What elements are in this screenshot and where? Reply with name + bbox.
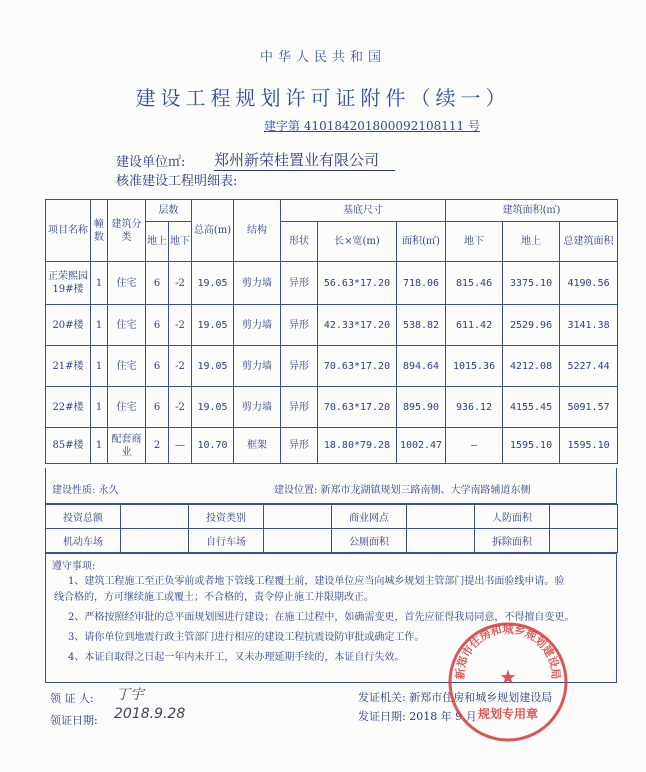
issuer: 发证机关: 新郑市住房和城乡规划建设局 xyxy=(358,691,553,704)
header-underground: 地下 xyxy=(446,222,503,262)
receiver-signature: 丁宇 xyxy=(116,687,144,703)
header-count: 幢数 xyxy=(91,200,108,262)
notes-title: 遵守事项: xyxy=(52,561,96,572)
license-number: 建字第 410184201800092108111 号 xyxy=(264,119,480,133)
civil-defense-label: 人防面积 xyxy=(475,505,550,529)
official-seal-icon xyxy=(446,620,570,744)
unit-label: 建设单位㎡: xyxy=(116,155,186,170)
seal-center: 规划专用章 xyxy=(477,707,539,721)
investment-label: 投资总额 xyxy=(46,505,121,529)
info-box xyxy=(45,468,617,504)
table-row: 21#楼 1 住宅 6 -2 19.05 剪力墙 异形 70.63*17.20 894.64 1015.36 4212.08 5227.44 xyxy=(46,346,618,387)
header-total: 总建筑面积 xyxy=(560,222,618,262)
header-lw: 长×宽(m) xyxy=(318,222,397,262)
unit-name: 郑州新荣桂置业有限公司 xyxy=(214,149,395,171)
note-item: 3、请你单位到地震行政主管部门进行相应的建设工程抗震设防审批或确定工作。 xyxy=(68,632,425,643)
receive-date-value: 2018.9.28 xyxy=(114,706,186,722)
header-category: 建筑分类 xyxy=(108,200,146,262)
header-structure: 结构 xyxy=(234,200,281,262)
construction-nature: 建设性质: 永久 xyxy=(52,485,119,496)
note-item: 线合格的，方可继续施工或覆土；不合格的，责令停止施工并限期改正。 xyxy=(54,592,374,603)
header-below: 地下 xyxy=(169,222,192,262)
issue-date: 发证日期: 2018 年 9 月 xyxy=(358,710,477,723)
seal-text: 新郑市住房和城乡规划建设局 xyxy=(453,622,563,680)
commercial-label: 商业网点 xyxy=(332,505,407,529)
header-above: 地上 xyxy=(146,222,169,262)
table-row: 20#楼 1 住宅 6 -2 19.05 剪力墙 异形 42.33*17.20 538.82 611.42 2529.96 3141.38 xyxy=(46,305,618,346)
note-item: 4、本证自取得之日起一年内未开工，又未办理延期手续的，本证自行失效。 xyxy=(68,652,405,663)
note-item: 2、严格按照经审批的总平面规划图进行建设；在施工过程中，如确需变更，首先应征得我局同意，不得擅自变更。 xyxy=(68,612,575,623)
detail-label: 核准建设工程明细表: xyxy=(116,174,238,189)
header-area: 面积(㎡) xyxy=(397,222,446,262)
note-item: 1、建筑工程施工至正负零前或者地下管线工程覆土前，建设单位应当向城乡规划主管部门提出书面验线申请。验 xyxy=(68,576,565,587)
header-aboveground: 地上 xyxy=(503,222,560,262)
table-row: 85#楼 1 配套商业 2 — 10.70 框架 异形 18.80*79.28 1002.47 — 1595.10 1595.10 xyxy=(46,428,618,464)
project-detail-table xyxy=(45,199,618,464)
table-row: 正荣熙园19#楼 1 住宅 6 -2 19.05 剪力墙 异形 56.63*17.20 718.06 815.46 3375.10 4190.56 xyxy=(46,262,618,305)
header-base: 基底尺寸 xyxy=(281,200,446,222)
header-built-area: 建筑面积(㎡) xyxy=(446,200,618,222)
motor-parking-label: 机动车场 xyxy=(46,529,121,553)
bike-parking-label: 自行车场 xyxy=(189,529,264,553)
document-title: 建设工程规划许可证附件（续一） xyxy=(135,86,511,110)
header-shape: 形状 xyxy=(281,222,318,262)
header-floors: 层数 xyxy=(146,200,192,222)
receive-date-label: 领证日期: xyxy=(50,714,98,727)
construction-location: 建设位置: 新郑市龙湖镇规划三路南侧、大学南路辅道东侧 xyxy=(274,485,531,496)
table-row: 22#楼 1 住宅 6 -2 19.05 剪力墙 异形 70.63*17.20 895.90 936.12 4155.45 5091.57 xyxy=(46,387,618,428)
demolition-label: 拆除面积 xyxy=(475,529,550,553)
header-height: 总高(m) xyxy=(192,200,234,262)
receiver-label: 领 证 人: xyxy=(50,692,94,705)
header-project: 项目名称 xyxy=(46,200,91,262)
country-heading: 中华人民共和国 xyxy=(259,50,386,65)
public-area-label: 公厕面积 xyxy=(332,529,407,553)
svg-text:★: ★ xyxy=(499,665,517,689)
investment-table xyxy=(45,504,618,553)
invest-type-label: 投资类别 xyxy=(189,505,264,529)
